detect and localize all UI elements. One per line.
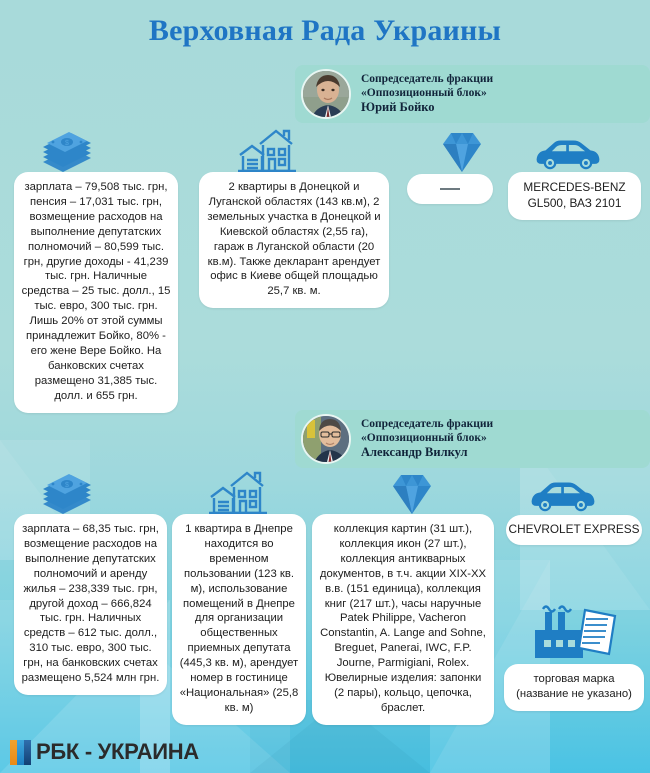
- money-stack-icon: [37, 472, 97, 516]
- card-text: коллекция картин (31 шт.), коллекция икон (27 шт.), коллекция антикварных документов, в т.ч. акции XIX-XX в.в. (151 единица), коллекция книг (217 шт.), часы наручные Patek Philippe, Vacheron Constantin, A. Lange and Sohne, Breguet, Panerai, IWC, F.P. Journe, Parmigiani, Rolex. Ювелирные изделия: запонки (2 пары), кольцо, цепочка, браслет.: [319, 523, 487, 714]
- icon-diamond-1: [427, 128, 497, 174]
- icon-house-1: [232, 128, 302, 174]
- card-text: зарплата – 68,35 тыс. грн, возмещение расходов на выполнение депутатских полномочий и аренду жилья – 238,339 тыс. грн, другой доход – 666,824 тыс. грн. Наличных средств – 612 тыс. долл., 310 тыс. евро, 300 тыс. грн, на банковских счетах размещено 5,524 млн грн.: [21, 523, 160, 685]
- card-text: 2 квартиры в Донецкой и Луганской областях (143 кв.м), 2 земельных участка в Донецкой и Киевской областях (2,55 га), гараж в Луганской области (20 кв.м). Также декларант арендует офис в Киеве общей площадью 25,7 кв. м.: [207, 181, 381, 298]
- svg-text:$: $: [65, 140, 69, 147]
- person-header-1: [295, 65, 650, 123]
- card-text: торговая марка (название не указано): [516, 673, 632, 700]
- person-name: Юрий Бойко: [361, 100, 435, 115]
- card-text: зарплата – 79,508 тыс. грн, пенсия – 17,031 тыс. грн, возмещение расходов на выполнение депутатских полномочий – 80,599 тыс. грн, другие доходы - 41,239 тыс. грн. Наличные средства – 25 тыс. долл., 15 тыс. евро, 300 тыс. грн. Лишь 20% от этой суммы принадлежит Бойко, 80% - его жене Вере Бойко. На банковских счетах размещено 31,385 тыс. долл. и 655 грн.: [21, 181, 171, 402]
- footer-logo-text: РБК - УКРАИНА: [36, 739, 199, 764]
- card-valuables-2: [312, 514, 494, 725]
- icon-car-2: [528, 470, 598, 516]
- card-income-1: [14, 172, 178, 413]
- card-text: CHEVROLET EXPRESS: [508, 522, 640, 537]
- page-title-text: Верховная Рада Украины: [148, 14, 502, 47]
- icon-money-1: [32, 128, 102, 174]
- person-faction: «Оппозиционный блок»: [361, 87, 487, 100]
- page-title: [0, 14, 650, 48]
- icon-car-1: [533, 128, 603, 174]
- diamond-icon: [389, 470, 435, 516]
- card-property-1: [199, 172, 389, 308]
- person-info-1: [361, 72, 493, 115]
- svg-text:$: $: [65, 482, 69, 489]
- card-vehicles-2: [506, 515, 642, 545]
- factory-icon: [531, 600, 619, 662]
- icon-diamond-2: [377, 470, 447, 516]
- diamond-icon: [439, 128, 485, 174]
- card-property-2: [172, 514, 306, 725]
- icon-money-2: [32, 470, 102, 516]
- icon-house-2: [203, 470, 273, 516]
- card-income-2: [14, 514, 167, 695]
- avatar-photo-boyko: [303, 71, 351, 119]
- icon-factory-2: [530, 600, 620, 662]
- card-trademark-2: [504, 664, 644, 711]
- footer-logo: [10, 739, 199, 765]
- car-icon: [533, 134, 603, 174]
- card-text: 1 квартира в Днепре находится во временном пользовании (123 кв. м), использование помещений в Днепре для организации общественных приемных депутата (445,3 кв. м), арендует номер в гостинице «Национальная» (25,8 кв. м): [179, 523, 299, 714]
- card-text: [440, 188, 460, 191]
- house-icon: [236, 128, 298, 174]
- card-vehicles-1: [508, 172, 641, 220]
- person-header-2: [295, 410, 650, 468]
- person-role: Сопредседатель фракции: [361, 418, 494, 431]
- person-faction: «Оппозиционный блок»: [361, 432, 487, 445]
- card-text: MERCEDES-BENZ GL500, ВАЗ 2101: [523, 180, 626, 210]
- person-role: Сопредседатель фракции: [361, 73, 494, 86]
- avatar: [301, 69, 351, 119]
- person-name: Александр Вилкул: [361, 445, 468, 460]
- card-valuables-1: [407, 174, 493, 204]
- avatar: [301, 414, 351, 464]
- person-info-2: [361, 417, 493, 460]
- car-icon: [528, 476, 598, 516]
- house-icon: [207, 470, 269, 516]
- money-stack-icon: [37, 130, 97, 174]
- rbc-logo-icon: [10, 740, 31, 765]
- avatar-photo-vilkul: [303, 416, 351, 464]
